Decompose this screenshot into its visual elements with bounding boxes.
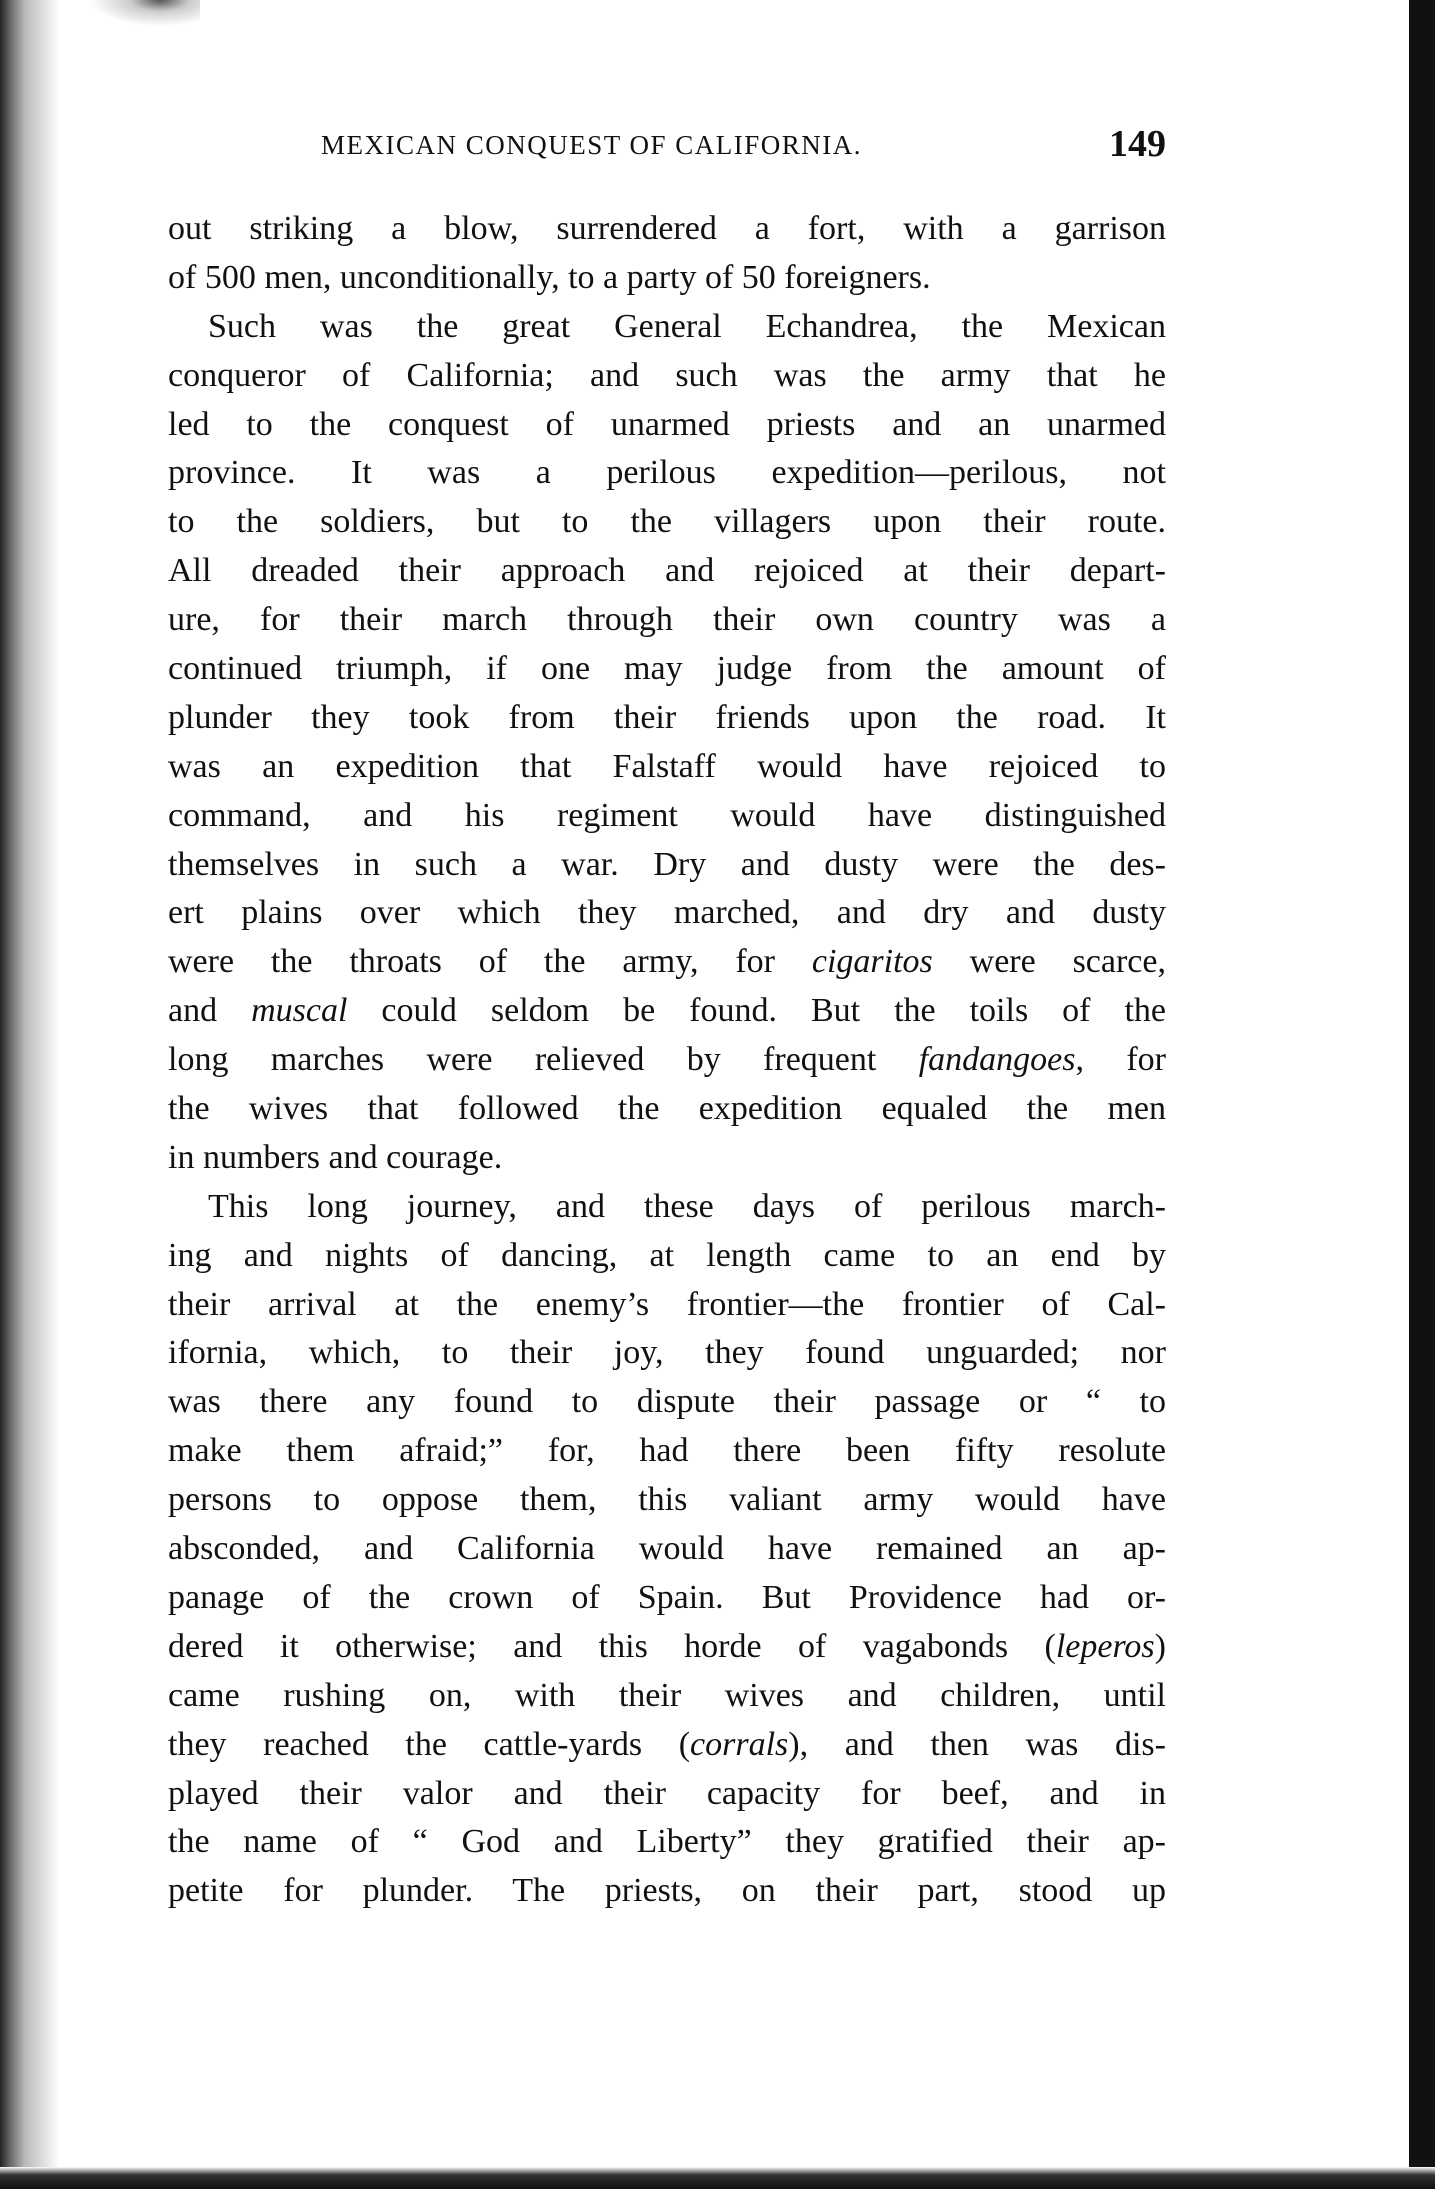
text-line [168, 1623, 1166, 1672]
text-segment: the name of “ God and Liberty” they gratified their ap- [168, 1823, 1166, 1861]
text-segment: long marches were relieved by frequent [168, 1041, 919, 1079]
text-line [168, 1574, 1166, 1623]
text-segment: persons to oppose them, this valiant army would have [168, 1481, 1166, 1519]
text-line [168, 1232, 1166, 1281]
text-line [168, 1427, 1166, 1476]
text-segment: ing and nights of dancing, at length came to an end by [168, 1236, 1166, 1274]
text-segment: make them afraid;” for, had there been fifty resolute [168, 1432, 1166, 1470]
running-header [321, 122, 1166, 172]
page-number: 149 [1109, 123, 1166, 165]
running-title: MEXICAN CONQUEST OF CALIFORNIA. [321, 130, 863, 160]
text-segment: ) [1154, 1627, 1166, 1665]
text-line [168, 1085, 1166, 1134]
text-line [168, 987, 1166, 1036]
text-segment: ert plains over which they marched, and dry and dusty [168, 894, 1166, 932]
text-segment: of 500 men, unconditionally, to a party of 50 foreigners. [168, 258, 931, 296]
text-segment: out striking a blow, surrendered a fort, with a garrison [168, 210, 1166, 247]
text-line [168, 352, 1166, 401]
italic-term: cigaritos [811, 943, 933, 981]
text-line [168, 205, 1166, 254]
italic-term: leperos [1055, 1627, 1155, 1665]
text-segment: to the soldiers, but to the villagers upon their route. [168, 503, 1166, 541]
text-segment: , for [1075, 1041, 1166, 1079]
scan-border-right [1409, 0, 1435, 2189]
text-segment: in numbers and courage. [168, 1138, 503, 1176]
text-segment: were the throats of the army, for [168, 943, 812, 981]
text-segment: panage of the crown of Spain. But Providence had or- [168, 1578, 1166, 1616]
text-segment: Such was the great General Echandrea, the Mexican [208, 307, 1166, 345]
italic-term: muscal [251, 992, 348, 1030]
text-segment: they reached the cattle-yards ( [168, 1725, 691, 1763]
text-segment: led to the conquest of unarmed priests and an unarmed [168, 405, 1166, 443]
text-line [168, 1770, 1166, 1819]
text-segment: petite for plunder. The priests, on their part, stood up [168, 1872, 1166, 1910]
text-line [168, 889, 1166, 938]
text-segment: This long journey, and these days of perilous march- [208, 1187, 1166, 1225]
text-line [168, 1476, 1166, 1525]
text-line [168, 1134, 1166, 1183]
text-line [168, 596, 1166, 645]
text-line [168, 1036, 1166, 1085]
text-segment: dered it otherwise; and this horde of vagabonds ( [168, 1627, 1056, 1665]
text-segment: was an expedition that Falstaff would have rejoiced to [168, 747, 1166, 785]
text-segment: could seldom be found. But the toils of the [347, 992, 1166, 1030]
text-line [168, 841, 1166, 890]
text-line [168, 792, 1166, 841]
scan-shadow-left [0, 0, 60, 2189]
text-line [168, 938, 1166, 987]
italic-term: fandangoes [918, 1041, 1076, 1079]
text-line [168, 1378, 1166, 1427]
scan-border-bottom [0, 2167, 1435, 2189]
text-segment: their arrival at the enemy’s frontier—the frontier of Cal- [168, 1285, 1166, 1323]
text-line [168, 498, 1166, 547]
text-line [168, 743, 1166, 792]
text-segment: was there any found to dispute their passage or “ to [168, 1383, 1166, 1421]
text-segment: command, and his regiment would have distinguished [168, 796, 1166, 834]
text-segment: ifornia, which, to their joy, they found unguarded; nor [168, 1334, 1166, 1372]
body-text [168, 205, 1166, 1916]
text-line [168, 1721, 1166, 1770]
text-line [168, 401, 1166, 450]
text-line [168, 449, 1166, 498]
text-line [168, 547, 1166, 596]
text-line [168, 1818, 1166, 1867]
text-line [168, 1329, 1166, 1378]
text-segment: came rushing on, with their wives and children, until [168, 1676, 1166, 1714]
text-line [168, 1525, 1166, 1574]
text-segment: and [168, 992, 252, 1030]
text-line [168, 1672, 1166, 1721]
text-line [168, 1281, 1166, 1330]
text-segment: conqueror of California; and such was the army that he [168, 356, 1166, 394]
text-line [168, 645, 1166, 694]
text-line [168, 254, 1166, 303]
text-segment: played their valor and their capacity for beef, and in [168, 1774, 1166, 1812]
text-segment: ), and then was dis- [788, 1725, 1166, 1763]
text-segment: continued triumph, if one may judge from the amount of [168, 650, 1166, 688]
text-line [168, 303, 1166, 352]
text-segment: plunder they took from their friends upon the road. It [168, 698, 1166, 736]
text-segment: themselves in such a war. Dry and dusty were the des- [168, 845, 1166, 883]
text-line [168, 694, 1166, 743]
scan-shadow-top [0, 0, 200, 60]
text-segment: the wives that followed the expedition equaled the men [168, 1090, 1166, 1128]
text-segment: All dreaded their approach and rejoiced at their depart- [168, 552, 1166, 590]
italic-term: corrals [690, 1725, 789, 1763]
text-segment: province. It was a perilous expedition—perilous, not [168, 454, 1166, 492]
text-segment: absconded, and California would have remained an ap- [168, 1530, 1166, 1568]
text-line [168, 1183, 1166, 1232]
text-segment: were scarce, [932, 943, 1166, 981]
text-line [168, 1867, 1166, 1916]
text-segment: ure, for their march through their own country was a [168, 601, 1166, 639]
